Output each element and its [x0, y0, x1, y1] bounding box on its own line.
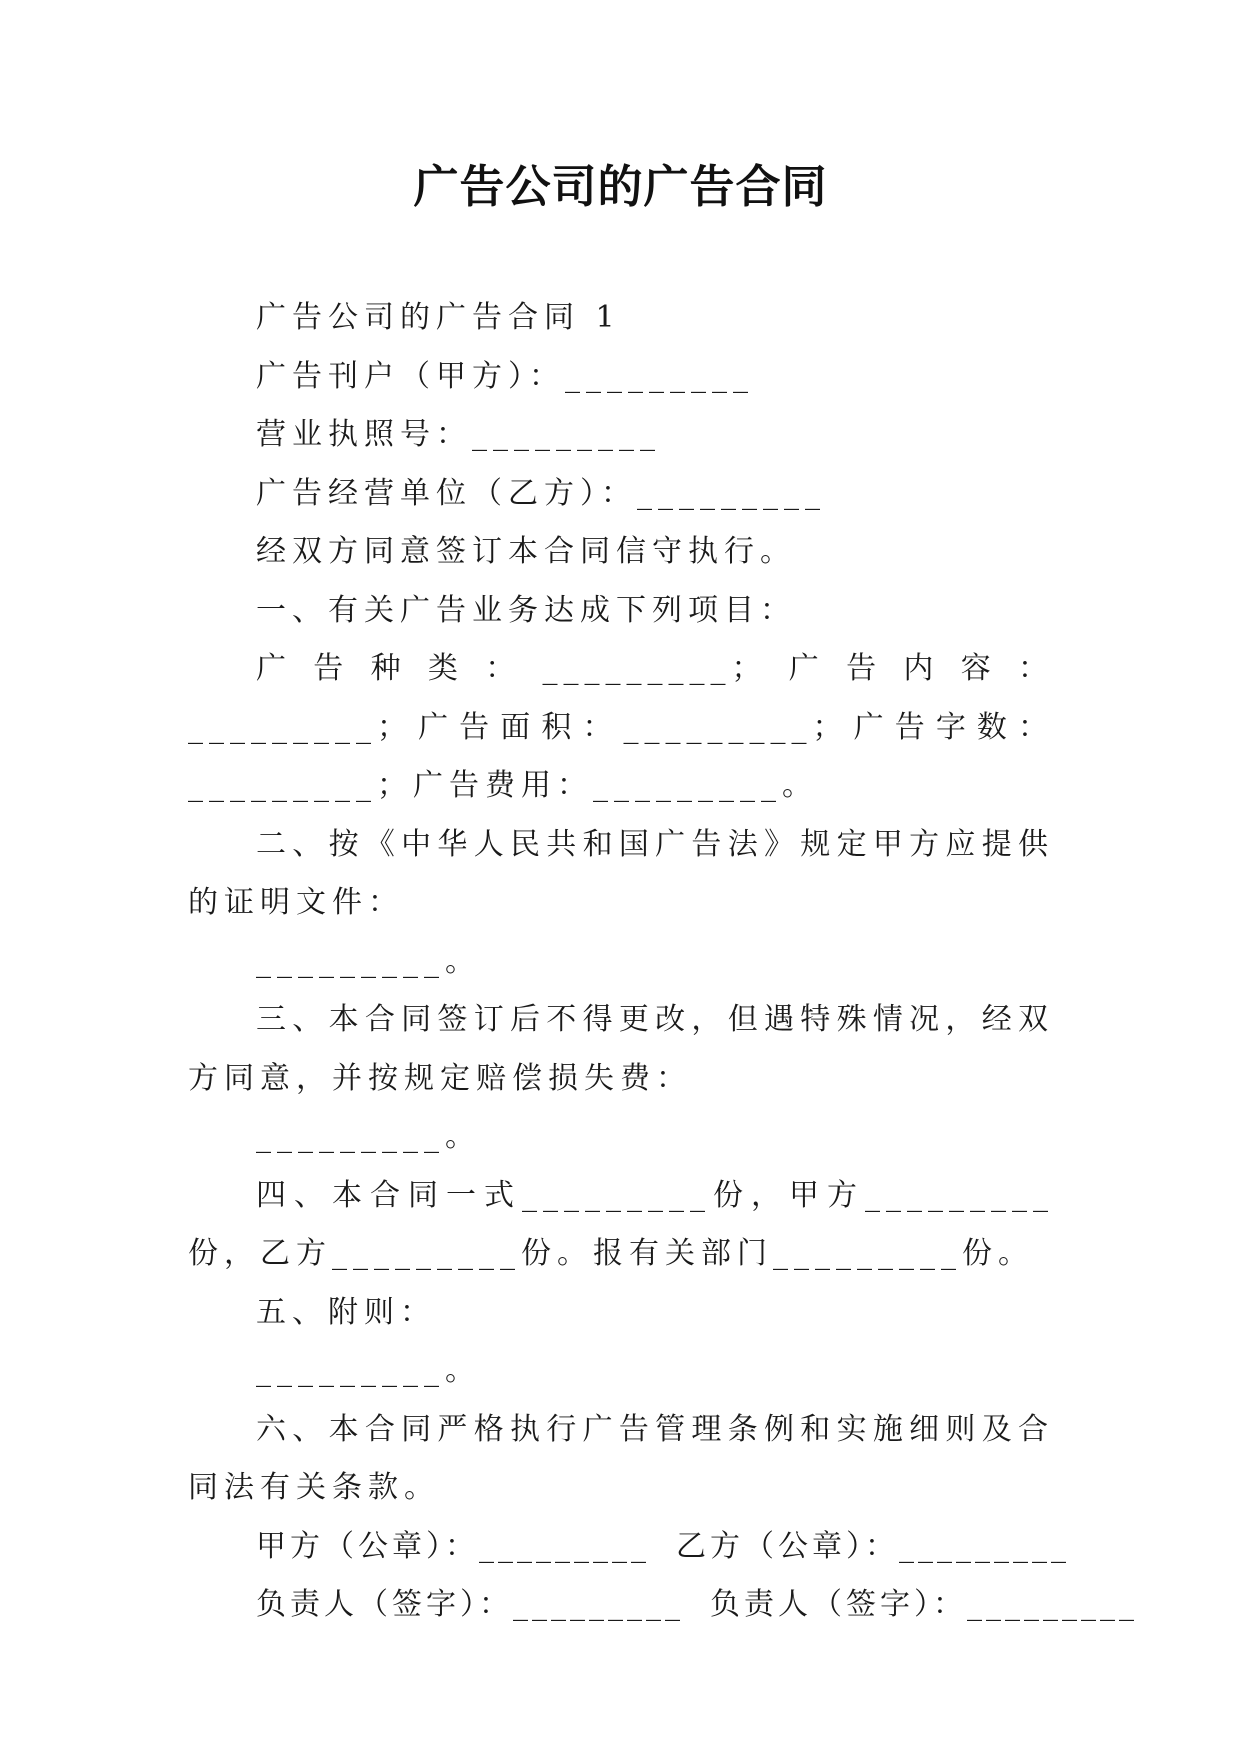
clause-3-blank: _________。 — [256, 1119, 481, 1154]
seal-row — [188, 1518, 1070, 1577]
clause-1-heading: 一、有关广告业务达成下列项目： — [256, 592, 796, 628]
party-b-field: 广告经营单位（乙方）：_________ — [256, 475, 826, 511]
clause-3: 三、本合同签订后不得更改，但遇特殊情况，经双方同意，并按规定赔偿损失费： — [188, 1002, 1054, 1096]
clause-1-details: 广告种类：_________；广告内容：_________；广告面积：_________；广告字数：_________；广告费用：_________。 — [188, 651, 1054, 803]
party-a-field: 广告刊户（甲方）：_________ — [256, 358, 754, 394]
party-a-seal: 甲方（公章）：_________ — [256, 1528, 650, 1564]
clause-2-blank: _________。 — [256, 943, 481, 979]
clause-5-blank: _________。 — [256, 1353, 481, 1388]
clause-6: 六、本合同严格执行广告管理条例和实施细则及合同法有关条款。 — [188, 1411, 1054, 1505]
section-heading: 广告公司的广告合同 1 — [256, 300, 621, 335]
document-body — [188, 289, 1138, 1635]
clause-5-heading: 五、附则： — [256, 1294, 436, 1330]
party-b-seal: 乙方（公章）：_________ — [676, 1528, 1070, 1564]
party-b-signer: 负责人（签字）：_________ — [710, 1587, 1138, 1622]
agreement-statement: 经双方同意签订本合同信守执行。 — [256, 534, 796, 569]
signer-row — [188, 1576, 1138, 1635]
clause-4: 四、本合同一式_________份，甲方_________份，乙方_________份。报有关部门_________份。 — [188, 1177, 1054, 1271]
document-title: 广告公司的广告合同 — [413, 160, 828, 213]
clause-2: 二、按《中华人民共和国广告法》规定甲方应提供的证明文件： — [188, 826, 1054, 920]
party-a-signer: 负责人（签字）：_________ — [256, 1587, 684, 1622]
license-number-field: 营业执照号：_________ — [256, 417, 661, 452]
